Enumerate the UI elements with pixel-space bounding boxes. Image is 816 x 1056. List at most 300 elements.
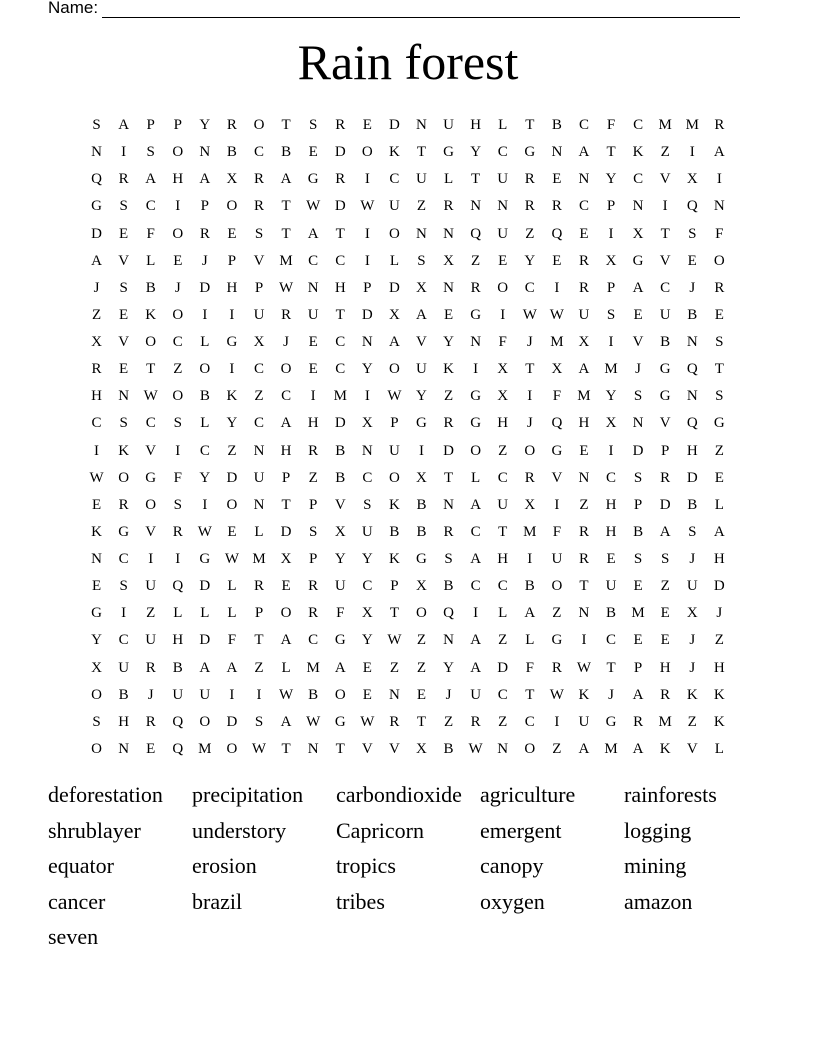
grid-letter: T [281, 225, 291, 242]
grid-letter: I [554, 713, 560, 730]
grid-letter: N [388, 686, 400, 703]
grid-letter: O [145, 496, 157, 513]
word-bank-item: tropics [336, 853, 396, 879]
grid-letter: A [199, 659, 211, 676]
grid-letter: W [360, 198, 375, 215]
grid-letter: K [118, 442, 130, 459]
grid-letter: F [552, 388, 562, 405]
grid-letter: T [714, 361, 724, 378]
grid-letter: L [498, 117, 508, 134]
grid-letter: V [253, 252, 265, 269]
grid-letter: R [335, 117, 346, 134]
grid-letter: L [200, 605, 210, 622]
grid-letter: B [145, 279, 156, 296]
grid-letter: J [689, 632, 696, 649]
grid-letter: O [280, 361, 292, 378]
grid-letter: M [604, 740, 618, 757]
grid-letter: A [118, 117, 130, 134]
grid-letter: I [662, 198, 668, 215]
grid-letter: N [497, 740, 509, 757]
grid-letter: D [497, 659, 509, 676]
grid-letter: L [443, 171, 454, 188]
grid-letter: O [713, 252, 725, 269]
grid-letter: Z [254, 659, 264, 676]
grid-letter: G [713, 415, 725, 432]
grid-letter: R [118, 171, 129, 188]
grid-letter: Z [443, 388, 454, 405]
grid-letter: X [632, 225, 644, 242]
grid-letter: P [390, 578, 399, 595]
grid-letter: N [470, 198, 482, 215]
grid-letter: Z [660, 578, 670, 595]
grid-letter: M [658, 713, 672, 730]
word-bank-item: agriculture [480, 782, 576, 807]
grid-letter: X [578, 334, 590, 351]
grid-letter: R [524, 469, 535, 486]
grid-letter: R [551, 659, 562, 676]
grid-letter: S [119, 279, 128, 296]
grid-letter: D [226, 469, 238, 486]
grid-letter: R [118, 496, 129, 513]
grid-letter: V [659, 171, 671, 188]
grid-letter: J [526, 415, 533, 432]
grid-letter: C [606, 469, 617, 486]
grid-letter: J [635, 361, 642, 378]
grid-letter: P [606, 198, 616, 215]
word-bank-item: mining [624, 853, 687, 879]
grid-letter: I [202, 496, 208, 513]
grid-letter: G [91, 198, 102, 215]
grid-letter: O [91, 686, 102, 703]
grid-letter: U [470, 686, 482, 703]
grid-letter: D [226, 713, 238, 730]
grid-letter: Y [199, 469, 211, 486]
grid-letter: I [418, 442, 424, 459]
grid-letter: E [119, 306, 129, 323]
grid-letter: V [632, 334, 644, 351]
grid-letter: O [91, 740, 102, 757]
grid-letter: U [578, 306, 590, 323]
grid-letter: M [523, 523, 537, 540]
grid-letter: R [199, 225, 210, 242]
grid-letter: G [199, 551, 211, 568]
grid-letter: A [632, 740, 644, 757]
grid-letter: M [252, 551, 266, 568]
grid-letter: E [579, 225, 589, 242]
grid-letter: R [389, 713, 400, 730]
grid-letter: C [91, 415, 102, 432]
grid-letter: E [714, 469, 724, 486]
grid-letter: U [443, 117, 454, 134]
word-bank-item: emergent [480, 817, 562, 843]
word-bank-item: rainforests [624, 782, 717, 807]
grid-letter: I [364, 388, 370, 405]
grid-letter: M [306, 659, 320, 676]
grid-letter: W [576, 659, 592, 676]
grid-letter: O [388, 361, 400, 378]
grid-letter: Q [172, 578, 184, 595]
grid-letter: O [334, 686, 346, 703]
grid-letter: R [254, 171, 265, 188]
grid-letter: I [202, 306, 208, 323]
grid-letter: B [524, 578, 535, 595]
grid-letter: N [361, 442, 373, 459]
grid-letter: J [716, 605, 723, 622]
word-bank-item: understory [192, 817, 287, 843]
grid-letter: O [199, 713, 211, 730]
grid-letter: R [443, 415, 454, 432]
grid-letter: C [470, 578, 481, 595]
grid-letter: Z [443, 713, 454, 730]
grid-letter: C [389, 171, 400, 188]
grid-letter: S [715, 388, 724, 405]
grid-letter: E [633, 632, 643, 649]
grid-letter: V [659, 415, 671, 432]
grid-letter: H [497, 551, 509, 568]
grid-letter: W [143, 388, 158, 405]
grid-letter: V [334, 496, 346, 513]
grid-letter: Y [416, 388, 427, 405]
page-title: Rain forest [297, 34, 519, 90]
grid-letter: I [581, 632, 587, 649]
grid-letter: P [200, 198, 210, 215]
grid-letter: M [685, 117, 699, 134]
grid-letter: Z [416, 659, 427, 676]
grid-letter: B [172, 659, 183, 676]
grid-letter: U [497, 496, 509, 513]
grid-letter: A [280, 171, 292, 188]
grid-letter: J [174, 279, 181, 296]
grid-letter: B [551, 117, 562, 134]
grid-letter: W [468, 740, 483, 757]
grid-letter: A [470, 496, 482, 513]
grid-letter: C [254, 415, 265, 432]
grid-letter: O [226, 198, 238, 215]
name-label: Name: [48, 0, 99, 17]
grid-letter: M [604, 361, 618, 378]
grid-letter: R [524, 198, 535, 215]
grid-letter: X [334, 523, 346, 540]
grid-letter: B [687, 306, 698, 323]
grid-letter: U [416, 361, 427, 378]
grid-letter: J [445, 686, 452, 703]
grid-letter: I [148, 551, 154, 568]
word-bank-item: erosion [192, 853, 257, 879]
grid-letter: I [121, 605, 127, 622]
grid-letter: V [416, 334, 427, 351]
grid-letter: S [92, 713, 101, 730]
grid-letter: H [172, 632, 184, 649]
grid-letter: C [335, 361, 346, 378]
grid-letter: E [91, 496, 102, 513]
grid-letter: D [199, 279, 211, 296]
grid-letter: R [281, 306, 292, 323]
grid-letter: N [497, 198, 509, 215]
grid-letter: O [226, 740, 238, 757]
grid-letter: U [199, 686, 211, 703]
grid-letter: Y [91, 632, 102, 649]
grid-letter: G [551, 632, 563, 649]
grid-letter: I [256, 686, 262, 703]
grid-letter: C [524, 279, 535, 296]
grid-letter: B [389, 523, 400, 540]
grid-letter: C [335, 334, 346, 351]
grid-letter: A [632, 279, 644, 296]
grid-letter: C [633, 171, 644, 188]
grid-letter: Y [524, 252, 536, 269]
grid-letter: R [660, 469, 671, 486]
grid-letter: N [713, 198, 725, 215]
grid-letter: N [91, 551, 102, 568]
grid-letter: R [578, 279, 589, 296]
grid-letter: R [335, 171, 346, 188]
grid-letter: A [307, 225, 319, 242]
grid-letter: B [443, 740, 454, 757]
grid-letter: F [336, 605, 345, 622]
grid-letter: W [224, 551, 240, 568]
grid-letter: B [226, 144, 237, 161]
grid-letter: O [388, 469, 400, 486]
grid-letter: B [633, 523, 644, 540]
grid-letter: I [608, 442, 614, 459]
grid-letter: D [713, 578, 725, 595]
grid-letter: W [89, 469, 104, 486]
grid-letter: F [173, 469, 182, 486]
grid-letter: Y [361, 632, 373, 649]
grid-letter: F [498, 334, 507, 351]
grid-letter: B [416, 496, 427, 513]
grid-letter: R [443, 198, 454, 215]
grid-letter: I [175, 551, 181, 568]
grid-letter: E [660, 632, 670, 649]
grid-letter: E [579, 442, 589, 459]
grid-letter: B [199, 388, 210, 405]
grid-letter: U [145, 632, 157, 649]
grid-letter: Z [416, 632, 427, 649]
grid-letter: H [713, 551, 725, 568]
grid-letter: K [145, 306, 157, 323]
grid-letter: A [659, 523, 671, 540]
grid-letter: F [552, 523, 562, 540]
grid-letter: X [388, 306, 400, 323]
grid-letter: K [388, 551, 400, 568]
grid-letter: O [524, 442, 536, 459]
grid-letter: E [687, 252, 697, 269]
grid-letter: H [334, 279, 346, 296]
grid-letter: R [308, 442, 319, 459]
grid-letter: D [686, 469, 698, 486]
grid-letter: I [527, 388, 533, 405]
grid-letter: T [146, 361, 156, 378]
grid-letter: G [443, 144, 454, 161]
grid-letter: V [118, 334, 130, 351]
grid-letter: X [253, 334, 265, 351]
grid-letter: U [578, 713, 590, 730]
grid-letter: P [633, 659, 643, 676]
grid-letter: S [119, 415, 128, 432]
grid-letter: L [714, 496, 724, 513]
grid-letter: G [307, 171, 319, 188]
grid-letter: D [361, 306, 373, 323]
grid-letter: T [606, 659, 616, 676]
grid-letter: E [633, 578, 643, 595]
grid-letter: U [172, 686, 184, 703]
grid-letter: H [118, 713, 130, 730]
grid-letter: N [686, 334, 698, 351]
grid-letter: E [552, 252, 562, 269]
grid-letter: M [333, 388, 347, 405]
grid-letter: W [306, 198, 321, 215]
grid-letter: H [91, 388, 102, 405]
grid-letter: R [578, 551, 589, 568]
grid-letter: D [199, 632, 211, 649]
grid-letter: V [551, 469, 563, 486]
grid-letter: R [524, 171, 535, 188]
grid-letter: R [578, 523, 589, 540]
grid-letter: C [497, 144, 508, 161]
grid-letter: I [229, 686, 235, 703]
grid-letter: X [416, 469, 427, 486]
grid-letter: X [280, 551, 292, 568]
grid-letter: V [659, 252, 671, 269]
word-bank-item: carbondioxide [336, 782, 462, 807]
grid-letter: N [118, 388, 130, 405]
grid-letter: T [579, 578, 589, 595]
grid-letter: S [633, 388, 643, 405]
grid-letter: V [686, 740, 698, 757]
grid-letter: H [605, 496, 617, 513]
grid-letter: X [361, 605, 373, 622]
grid-letter: I [527, 551, 533, 568]
grid-letter: T [660, 225, 670, 242]
grid-letter: E [660, 605, 670, 622]
grid-letter: N [551, 144, 563, 161]
grid-letter: T [498, 523, 508, 540]
grid-letter: P [308, 496, 318, 513]
grid-letter: S [417, 252, 426, 269]
grid-letter: E [227, 523, 237, 540]
grid-letter: I [554, 496, 560, 513]
grid-letter: C [578, 198, 589, 215]
grid-letter: V [361, 740, 373, 757]
grid-letter: T [281, 740, 291, 757]
grid-letter: O [226, 496, 238, 513]
grid-letter: G [416, 551, 427, 568]
grid-letter: D [199, 578, 211, 595]
grid-letter: D [388, 117, 400, 134]
grid-letter: X [416, 578, 427, 595]
grid-letter: R [714, 117, 725, 134]
grid-letter: U [388, 198, 400, 215]
grid-letter: N [416, 225, 427, 242]
grid-letter: S [173, 415, 182, 432]
grid-letter: I [94, 442, 100, 459]
grid-letter: D [280, 523, 292, 540]
grid-letter: M [631, 605, 645, 622]
grid-letter: L [281, 659, 291, 676]
grid-letter: N [91, 144, 102, 161]
grid-letter: M [658, 117, 672, 134]
grid-letter: H [172, 171, 184, 188]
grid-letter: X [416, 279, 427, 296]
grid-letter: X [686, 171, 698, 188]
grid-letter: L [498, 605, 508, 622]
grid-letter: U [253, 469, 265, 486]
grid-letter: Z [687, 713, 697, 730]
grid-letter: I [500, 306, 506, 323]
grid-letter: K [443, 361, 454, 378]
grid-letter: P [606, 279, 616, 296]
grid-letter: C [118, 551, 129, 568]
grid-letter: K [578, 686, 590, 703]
grid-letter: K [659, 740, 671, 757]
grid-letter: J [526, 334, 533, 351]
grid-letter: C [578, 117, 589, 134]
grid-letter: S [146, 144, 155, 161]
grid-letter: G [659, 361, 671, 378]
grid-letter: A [280, 713, 292, 730]
grid-letter: R [308, 605, 319, 622]
grid-letter: T [281, 117, 291, 134]
grid-letter: F [606, 117, 616, 134]
grid-letter: U [253, 306, 265, 323]
grid-letter: N [470, 334, 482, 351]
grid-letter: C [633, 117, 644, 134]
grid-letter: A [334, 659, 346, 676]
grid-letter: A [524, 605, 536, 622]
grid-letter: O [416, 605, 427, 622]
grid-letter: L [146, 252, 156, 269]
grid-letter: P [254, 605, 264, 622]
grid-letter: D [334, 415, 346, 432]
grid-letter: A [388, 334, 400, 351]
grid-letter: G [91, 605, 102, 622]
grid-letter: L [714, 740, 724, 757]
grid-letter: T [525, 686, 535, 703]
grid-letter: S [688, 225, 697, 242]
grid-letter: I [310, 388, 316, 405]
grid-letter: G [632, 252, 644, 269]
grid-letter: X [91, 334, 102, 351]
grid-letter: C [308, 252, 319, 269]
grid-letter: B [416, 523, 427, 540]
grid-letter: L [389, 252, 399, 269]
grid-letter: J [689, 551, 696, 568]
grid-letter: Z [254, 388, 264, 405]
grid-letter: S [254, 713, 264, 730]
grid-letter: D [632, 442, 644, 459]
grid-letter: C [362, 469, 373, 486]
grid-letter: W [387, 632, 402, 649]
grid-letter: L [254, 523, 264, 540]
grid-letter: T [416, 144, 427, 161]
grid-letter: O [118, 469, 130, 486]
grid-letter: C [308, 632, 319, 649]
grid-letter: X [91, 659, 102, 676]
grid-letter: W [279, 279, 294, 296]
grid-letter: X [497, 388, 509, 405]
grid-letter: Z [471, 252, 481, 269]
grid-letter: S [661, 551, 670, 568]
grid-letter: R [714, 279, 725, 296]
grid-letter: U [307, 306, 319, 323]
grid-letter: I [716, 171, 722, 188]
grid-letter: E [443, 306, 454, 323]
grid-letter: I [554, 279, 560, 296]
grid-letter: I [364, 171, 370, 188]
word-bank-item: brazil [192, 888, 243, 914]
grid-letter: C [335, 252, 346, 269]
